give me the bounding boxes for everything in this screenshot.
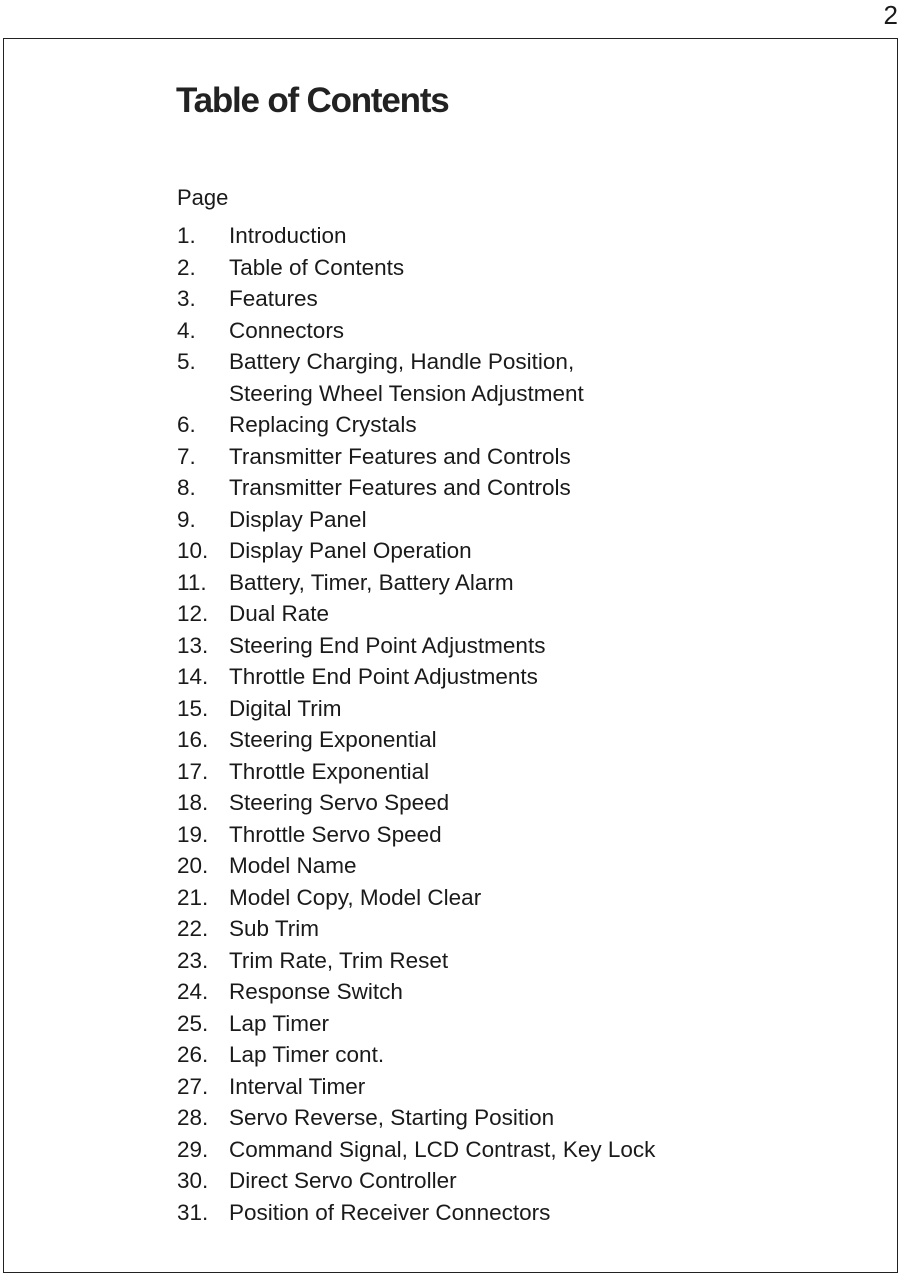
toc-entry-number: 18. [177,790,209,815]
toc-entry-title: Trim Rate, Trim Reset [229,947,449,973]
toc-entry [177,630,655,662]
toc-entry-title: Direct Servo Controller [229,1168,457,1193]
toc-entry [177,1102,655,1134]
toc-entry-title: Transmitter Features and Controls [229,443,571,469]
toc-entry-title: Sub Trim [229,916,320,941]
toc-entry [177,756,655,788]
toc-entry-title: Display Panel [229,506,367,532]
toc-entry-number: 25. [177,1010,209,1036]
toc-entry [177,504,655,536]
toc-entry [177,787,655,819]
toc-entry-title: Battery Charging, Handle Position, Steering Wheel Tension Adjustment [229,349,584,406]
toc-entry-number: 21. [177,884,209,910]
toc-entry-number: 22. [177,916,209,941]
toc-entry-title: Display Panel Operation [229,538,472,563]
toc-entry-number: 6. [177,412,196,437]
toc-entry [177,1134,655,1166]
toc-entry-number: 3. [177,286,196,311]
page-number: 2 [883,0,898,30]
toc-entry-number: 30. [177,1168,209,1193]
toc-entry-number: 10. [177,538,209,563]
toc-entry-title: Model Copy, Model Clear [229,884,482,910]
toc-entry-number: 2. [177,254,196,280]
toc-entry-title: Response Switch [229,979,403,1004]
toc-entry [177,598,655,630]
toc-entry-number: 8. [177,475,196,500]
toc-entry-title: Servo Reverse, Starting Position [229,1105,555,1130]
toc-entry-title: Dual Rate [229,601,330,626]
toc-entry-number: 17. [177,758,209,784]
toc-entry-title: Throttle Servo Speed [229,821,442,847]
toc-entry [177,220,655,252]
toc-entry-title: Throttle End Point Adjustments [229,664,538,689]
toc-entry-number: 11. [177,569,207,595]
toc-entry [177,252,655,284]
toc-entry-title: Battery, Timer, Battery Alarm [229,569,514,595]
toc-entry [177,724,655,756]
toc-entry-title: Steering Exponential [229,727,437,752]
toc-entry [177,661,655,693]
toc-entry-title: Transmitter Features and Controls [229,475,571,500]
toc-entry-title: Interval Timer [229,1073,366,1099]
toc-entry-number: 13. [177,632,209,658]
toc-entry-number: 31. [177,1199,209,1225]
page-column-label: Page [177,185,229,210]
toc-entry [177,945,655,977]
toc-entry-number: 24. [177,979,209,1004]
toc-entry-number: 7. [177,443,196,469]
toc-entry [177,913,655,945]
toc-entry-title: Introduction [229,223,347,248]
toc-entry [177,535,655,567]
toc-entry-title: Connectors [229,317,345,343]
toc-entry-number: 15. [177,695,209,721]
toc-entry [177,976,655,1008]
toc-entry [177,819,655,851]
toc-entry-title: Model Name [229,853,357,878]
toc-entry [177,1197,655,1229]
toc-entry [177,882,655,914]
toc-entry-title: Lap Timer cont. [229,1042,385,1067]
toc-entry-number: 9. [177,506,196,532]
toc-entry-number: 29. [177,1136,209,1162]
toc-entry-title: Table of Contents [229,254,405,280]
toc-entry [177,346,655,409]
toc-entry-number: 4. [177,317,196,343]
toc-entry-title: Lap Timer [229,1010,330,1036]
toc-entry [177,693,655,725]
toc-entry-number: 23. [177,947,209,973]
toc-entry [177,567,655,599]
toc-entry-title: Replacing Crystals [229,412,417,437]
toc-entry-title: Steering Servo Speed [229,790,450,815]
toc-entry-number: 14. [177,664,209,689]
toc-entry-title: Command Signal, LCD Contrast, Key Lock [229,1136,656,1162]
toc-entry-number: 27. [177,1073,209,1099]
toc-entry [177,1039,655,1071]
toc-entry [177,1165,655,1197]
toc-entry-title: Digital Trim [229,695,342,721]
toc-entry-number: 20. [177,853,209,878]
page-title: Table of Contents [176,81,449,120]
toc-entry [177,283,655,315]
toc-entry-title: Throttle Exponential [229,758,430,784]
toc-entry-title: Steering End Point Adjustments [229,632,546,658]
toc-entry [177,315,655,347]
toc-list [177,220,655,1228]
toc-entry-number: 12. [177,601,209,626]
toc-entry-number: 5. [177,349,196,374]
toc-entry [177,1071,655,1103]
toc-entry-title: Position of Receiver Connectors [229,1199,551,1225]
toc-entry [177,441,655,473]
toc-entry [177,409,655,441]
toc-entry-number: 16. [177,727,209,752]
toc-entry [177,472,655,504]
toc-entry-number: 1. [177,223,196,248]
toc-entry-number: 19. [177,821,209,847]
toc-entry [177,1008,655,1040]
toc-entry [177,850,655,882]
toc-entry-number: 28. [177,1105,209,1130]
toc-entry-number: 26. [177,1042,209,1067]
toc-entry-title: Features [229,286,318,311]
